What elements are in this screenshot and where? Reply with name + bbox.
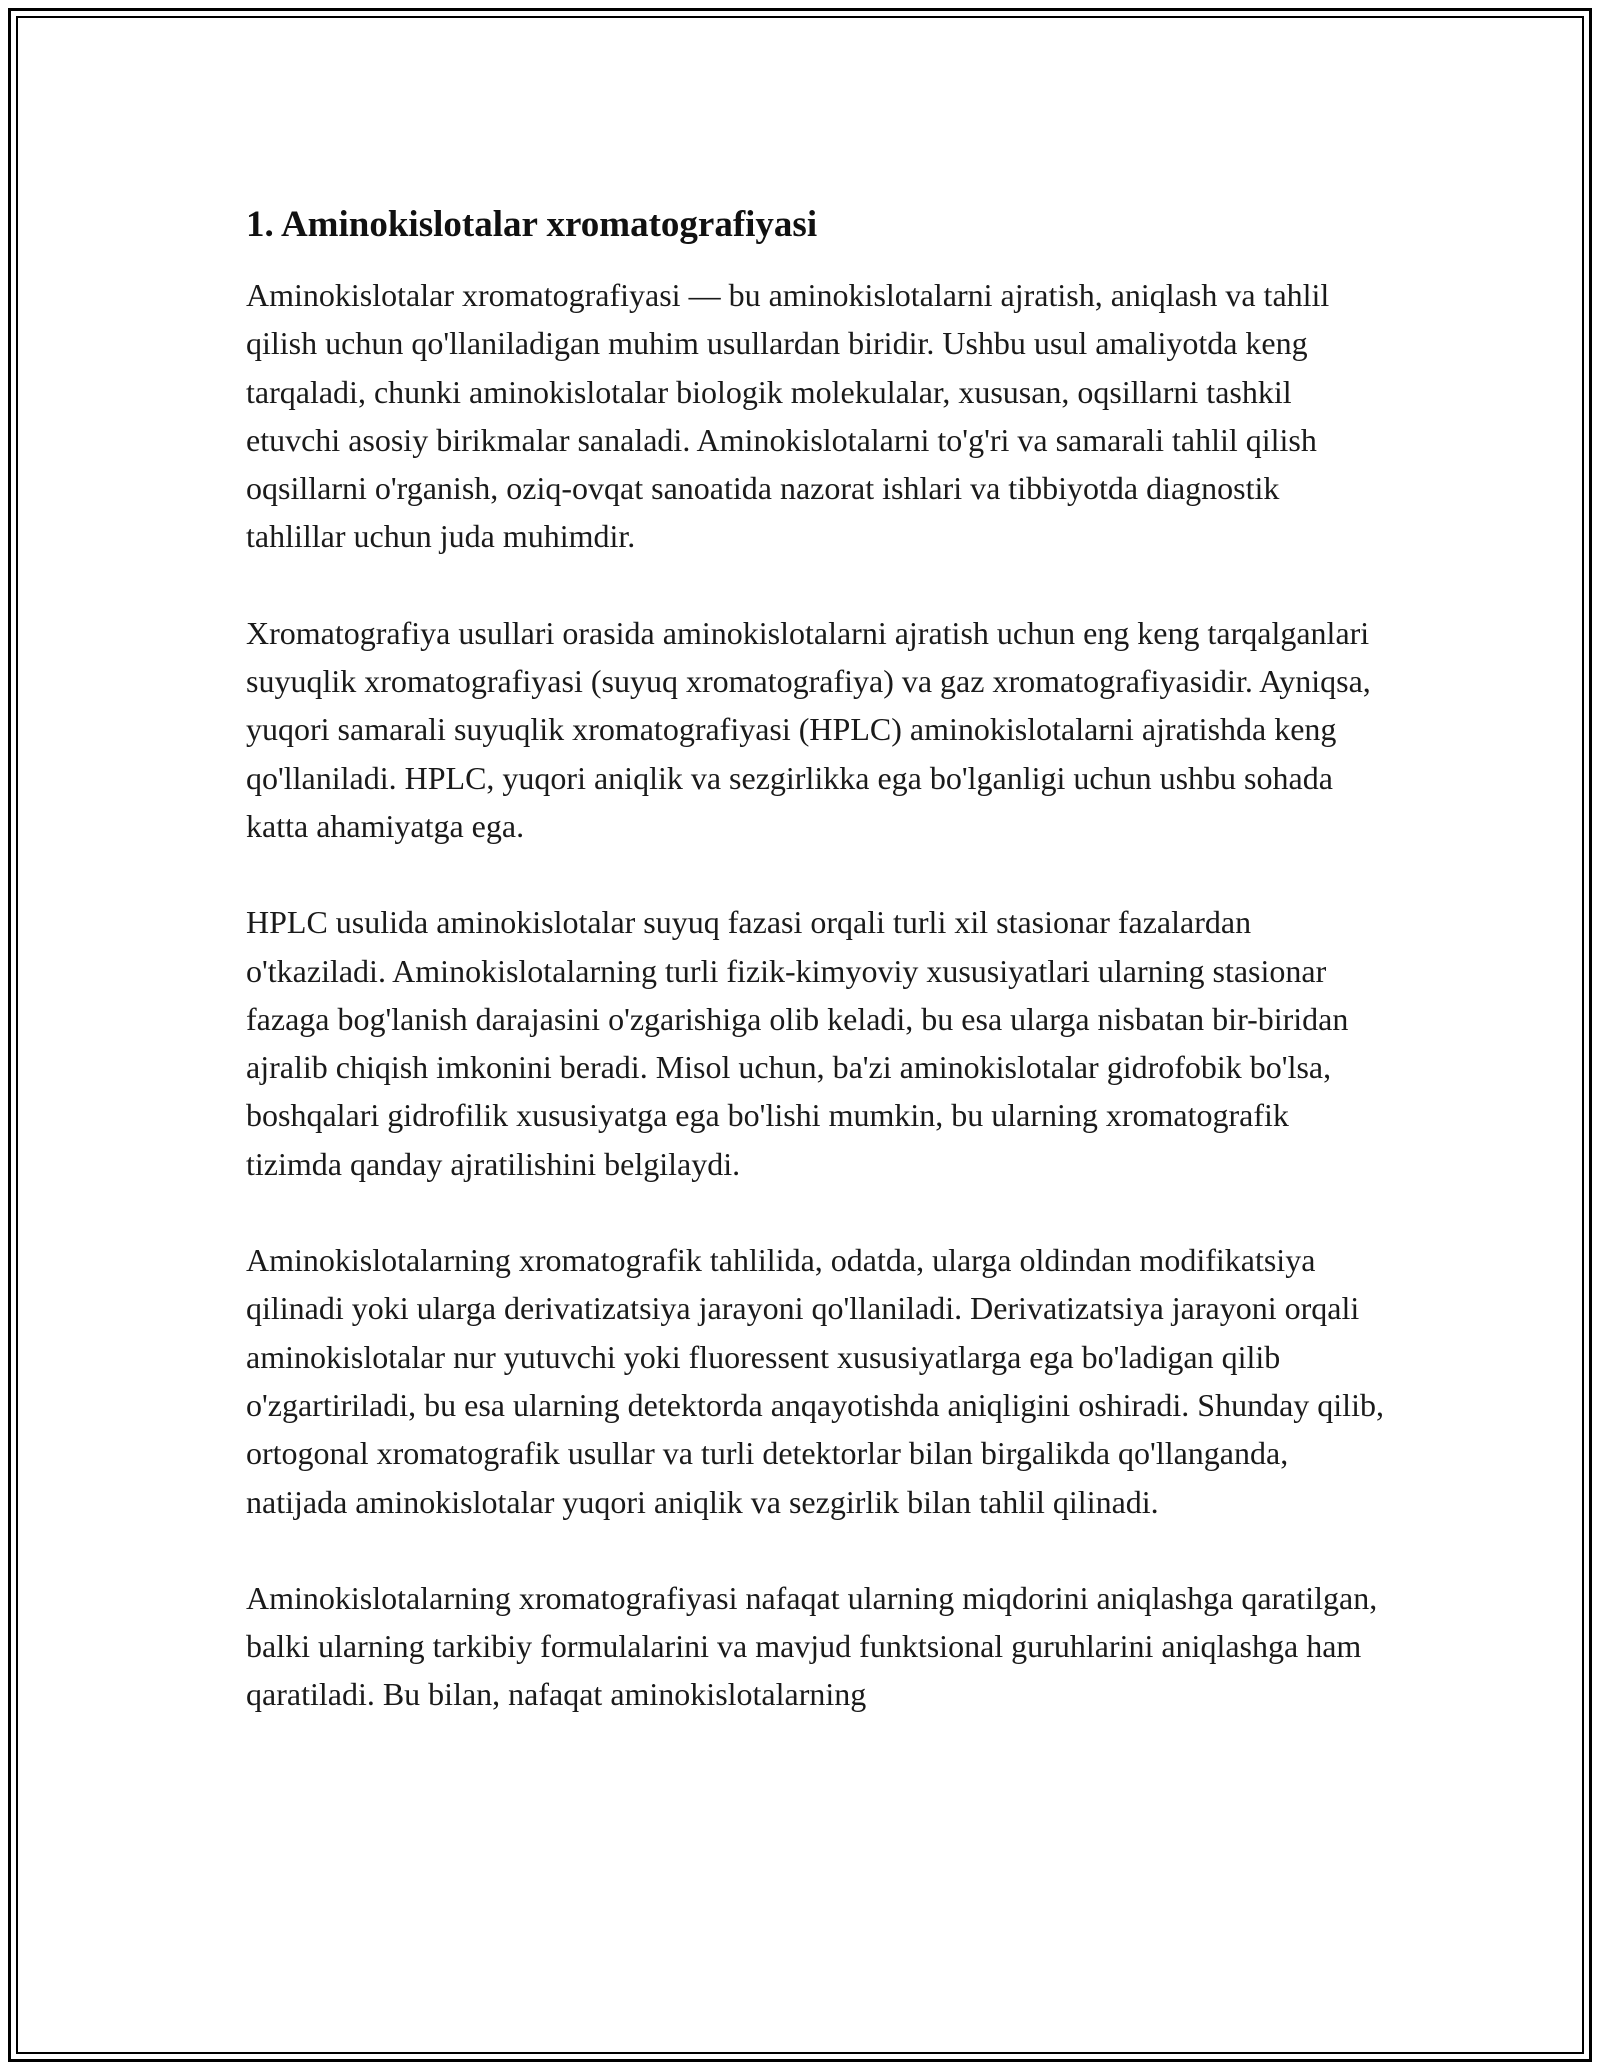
paragraph-intro: Aminokislotalar xromatografiyasi — bu aminokislotalarni ajratish, aniqlash va tahlil qilish uchun qo'llaniladigan muhim usullardan biridir. Ushbu usul amaliyotda keng tarqaladi, chunki aminokislotalar biologik molekulalar, xususan, oqsillarni tashkil etuvchi asosiy birikmalar sanaladi. Aminokislotalarni to'g'ri va samarali tahlil qilish oqsillarni o'rganish, oziq-ovqat sanoatida nazorat ishlari va tibbiyotda diagnostik tahlillar uchun juda muhimdir.: [246, 277, 1330, 555]
paragraph-hplc-method: HPLC usulida aminokislotalar suyuq fazasi orqali turli xil stasionar fazalardan o'tkaziladi. Aminokislotalarning turli fizik-kimyoviy xususiyatlari ularning stasionar fazaga bog'lanish darajasini o'zgarishiga olib keladi, bu esa ularga nisbatan bir-biridan ajralib chiqish imkonini beradi. Misol uchun, ba'zi aminokislotalar gidrofobik bo'lsa, boshqalari gidrofilik xususiyatga ega bo'lishi mumkin, bu ularning xromatografik tizimda qanday ajratilishini belgilaydi.: [246, 904, 1349, 1182]
paragraph-structural-analysis: Aminokislotalarning xromatografiyasi nafaqat ularning miqdorini aniqlashga qaratilgan, balki ularning tarkibiy formulalarini va mavjud funktsional guruhlarini aniqlashga ham qaratiladi. Bu bilan, nafaqat aminokislotalarning: [246, 1579, 1378, 1713]
paragraph-derivatization: Aminokislotalarning xromatografik tahlilida, odatda, ularga oldindan modifikatsiya qilinadi yoki ularga derivatizatsiya jarayoni qo'llaniladi. Derivatizatsiya jarayoni orqali aminokislotalar nur yutuvchi yoki fluoressent xususiyatlarga ega bo'ladigan qilib o'zgartiriladi, bu esa ularning detektorda anqayotishda aniqligini oshiradi. Shunday qilib, ortogonal xromatografik usullar va turli detektorlar bilan birgalikda qo'llanganda, natijada aminokislotalar yuqori aniqlik va sezgirlik bilan tahlil qilinadi.: [246, 1242, 1384, 1520]
section-title: 1. Aminokislotalar xromatografiyasi: [246, 204, 818, 245]
document-body: [246, 201, 1386, 1767]
paragraph-chromatography-methods: Xromatografiya usullari orasida aminokislotalarni ajratish uchun eng keng tarqalganlari suyuqlik xromatografiyasi (suyuq xromatografiya) va gaz xromatografiyasidir. Ayniqsa, yuqori samarali suyuqlik xromatografiyasi (HPLC) aminokislotalarni ajratishda keng qo'llaniladi. HPLC, yuqori aniqlik va sezgirlikka ega bo'lganligi uchun ushbu sohada katta ahamiyatga ega.: [246, 614, 1371, 844]
page-frame: [8, 8, 1592, 2062]
